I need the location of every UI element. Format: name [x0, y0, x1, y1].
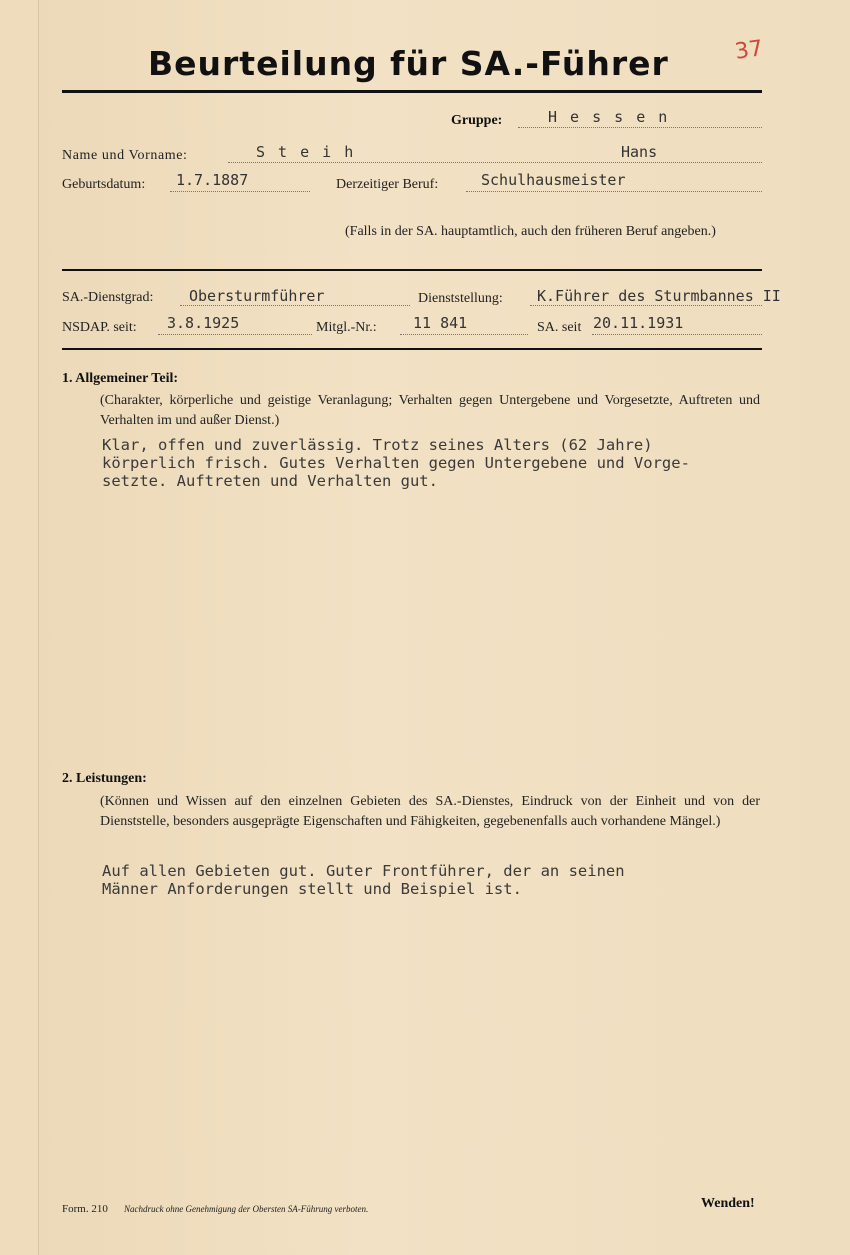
nsdap-label: NSDAP. seit: — [62, 320, 137, 335]
header-divider — [62, 269, 762, 271]
section1-instructions: (Charakter, körperliche und geistige Veranlagung; Verhalten gegen Untergebene und Vorgesetzte, Auftreten und Verhalten im und außer Dienst.) — [100, 393, 760, 428]
section1-heading: 1. Allgemeiner Teil: — [62, 371, 179, 386]
beruf-dotted-line — [466, 190, 762, 192]
beruf-note: (Falls in der SA. hauptamtlich, auch den früheren Beruf angeben.) — [345, 224, 716, 239]
form-sheet — [38, 0, 850, 1255]
nsdap-dotted-line — [158, 333, 312, 335]
member-label: Mitgl.-Nr.: — [316, 320, 377, 335]
reprint-notice: Nachdruck ohne Genehmigung der Obersten SA-Führung verboten. — [124, 1204, 369, 1214]
section2-instructions: (Können und Wissen auf den einzelnen Gebieten des SA.-Dienstes, Eindruck von der Einheit und von der Dienststelle, besonders ausgeprägte Eigenschaften und Fähigkeiten, gegebenenfalls auch vorhandene Mängel.) — [100, 794, 760, 829]
rank-dotted-line — [180, 304, 410, 306]
turn-over-note: Wenden! — [701, 1196, 755, 1211]
beruf-value: Schulhausmeister — [481, 171, 626, 189]
nsdap-value: 3.8.1925 — [167, 314, 240, 332]
name-dotted-line — [228, 161, 762, 163]
beruf-label: Derzeitiger Beruf: — [336, 177, 439, 192]
sa-since-value: 20.11.1931 — [593, 314, 684, 332]
position-dotted-line — [530, 304, 762, 306]
section2-heading: 2. Leistungen: — [62, 771, 147, 786]
gruppe-value: H e s s e n — [548, 108, 670, 126]
member-value: 11 841 — [413, 314, 468, 332]
birth-value: 1.7.1887 — [176, 171, 249, 189]
surname-value: S t e i h — [256, 143, 356, 161]
gruppe-dotted-line — [518, 126, 762, 128]
gruppe-label: Gruppe: — [451, 113, 503, 128]
form-title: Beurteilung für SA.-Führer — [148, 44, 669, 83]
section2-assessment: Auf allen Gebieten gut. Guter Frontführer, der an seinen Männer Anforderungen stellt und Beispiel ist. — [102, 862, 625, 898]
firstname-value: Hans — [621, 143, 658, 161]
position-label: Dienststellung: — [418, 291, 503, 306]
sa-since-label: SA. seit — [537, 320, 582, 335]
section1-assessment: Klar, offen und zuverlässig. Trotz seines Alters (62 Jahre) körperlich frisch. Gutes Verhalten gegen Untergebene und Vorge- setzte. Auftreten und Verhalten gut. — [102, 436, 690, 490]
birth-label: Geburtsdatum: — [62, 177, 146, 192]
member-dotted-line — [400, 333, 528, 335]
rank-value: Obersturmführer — [189, 287, 325, 305]
title-divider — [62, 90, 762, 93]
form-number: Form. 210 — [62, 1203, 108, 1215]
position-value: K.Führer des Sturmbannes II — [537, 287, 781, 305]
service-divider — [62, 348, 762, 350]
rank-label: SA.-Dienstgrad: — [62, 290, 154, 305]
name-label: Name und Vorname: — [62, 148, 188, 163]
sa-since-dotted-line — [592, 333, 762, 335]
marginal-page-number: 37 — [733, 36, 765, 65]
birth-dotted-line — [170, 190, 310, 192]
